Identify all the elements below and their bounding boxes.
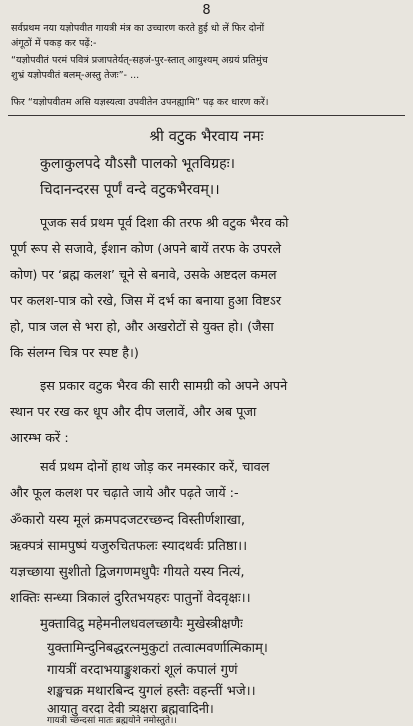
body-line-11: और फूल कलश पर चढ़ाते जाये और पढ़ते जायें :- [10, 486, 239, 501]
invocation-line-2: शुभ्रं यज्ञोपवीतं बलम्-अस्तु तेजः”- ... [11, 70, 140, 81]
body-line-2: पूर्ण रूप से सजावे, ईशान कोण (अपने बायें तरफ के उपरले [10, 242, 282, 257]
body-line-9: आरम्भ करें : [10, 431, 69, 446]
body-line-1: पूजक सर्व प्रथम पूर्व दिशा की तरफ श्री वटुक भैरव को [40, 216, 289, 231]
page-number: 8 [202, 3, 211, 18]
body-line-6: कि संलग्न चित्र पर स्पष्ट है।) [10, 346, 139, 361]
body-line-5: हो, पात्र जल से भरा हो, और अखरोटों से युक्त हो। (जैसा [10, 320, 274, 335]
stotra1-line-2: ऋक्पत्रं सामपुष्पं यजुरुचितफलः स्यादथर्वः प्रतिष्ठा।। [10, 539, 248, 554]
body-line-8: स्थान पर रख कर धूप और दीप जलावें, और अब पूजा [10, 405, 257, 420]
stotra1-line-4: शक्तिः सन्ध्या त्रिकालं दुरितभयहरः पातुनों वेदवृक्षः।। [10, 591, 251, 606]
stotra2-line-1: मुक्ताविद्रु महेमनीलधवलच्छायैः मुखेस्त्रीक्षणैः [40, 617, 243, 632]
stotra2-line-5: आयातु वरदा देवी त्र्यक्षरा ब्रह्मवादिनी। [47, 701, 214, 716]
instruction-line-2: अंगूठों में पकड़ कर पढ़ें:- [11, 38, 97, 49]
stotra1-line-1: ॐकारो यस्य मूलं क्रमपदजटरच्छन्द विस्तीर्णशाखा, [10, 513, 246, 528]
instruction-line-1: सर्वप्रथम नया यज्ञोपवीत गायत्री मंत्र का उच्चारण करते हुई धो लें फिर दोनों [11, 23, 265, 34]
dhyana-line-1: कुलाकुलपदे यौऽसौ पालको भूतविग्रहः। [40, 156, 235, 172]
section-divider [8, 115, 405, 116]
stotra2-line-3: गायत्रीं वरदाभयाङ्कुशकरां शूलं कपालं गुणं [47, 663, 238, 678]
invocation-line-1: “यज्ञोपवीतं परमं पवित्रं प्रजापतेर्यत्-सहजं-पुर-स्तात् आयुश्यम् अग्रयं प्रतिमुंच [11, 55, 268, 66]
body-line-4: पर कलश-पात्र को रखे, जिस में दर्भ का बनाया हुआ विष्टऽर [10, 294, 282, 309]
stotra2-line-2: युक्तामिन्दुनिबद्धरत्नमुकुटां तत्वात्मवर्णात्मिकाम्। [47, 641, 268, 656]
stotra1-line-3: यज्ञच्छाया सुशीतो द्विजगणमधुपैः गीयते यस्य नित्यं, [10, 565, 245, 580]
section-heading: श्री वटुक भैरवाय नमः [149, 127, 264, 145]
body-line-3: कोण) पर ‘ब्रह्म कलश’ चूने से बनावे, उसके अष्टदल कमल [10, 268, 277, 283]
dhyana-line-2: चिदानन्दरस पूर्णं वन्दे वटुकभैरवम्।। [40, 182, 220, 198]
body-line-10: सर्व प्रथम दोनों हाथ जोड़ कर नमस्कार करें, चावल [40, 460, 270, 475]
body-line-7: इस प्रकार वटुक भैरव की सारी सामग्री को अपने अपने [40, 379, 288, 394]
instruction-line-3: फिर “यज्ञोपवीतम असि यज्ञस्यत्वा उपवीतेन उपनह्यामि” पढ़ कर धारण करें। [11, 97, 269, 108]
stotra2-line-4: शङ्खचक्र मथारबिन्द युगलं हस्तैः वहन्तीं भजे।। [47, 684, 256, 699]
stotra2-line-6: गायत्री च्छन्दसां मातः ब्रह्मयोने नमोस्तुते।। [47, 716, 177, 726]
